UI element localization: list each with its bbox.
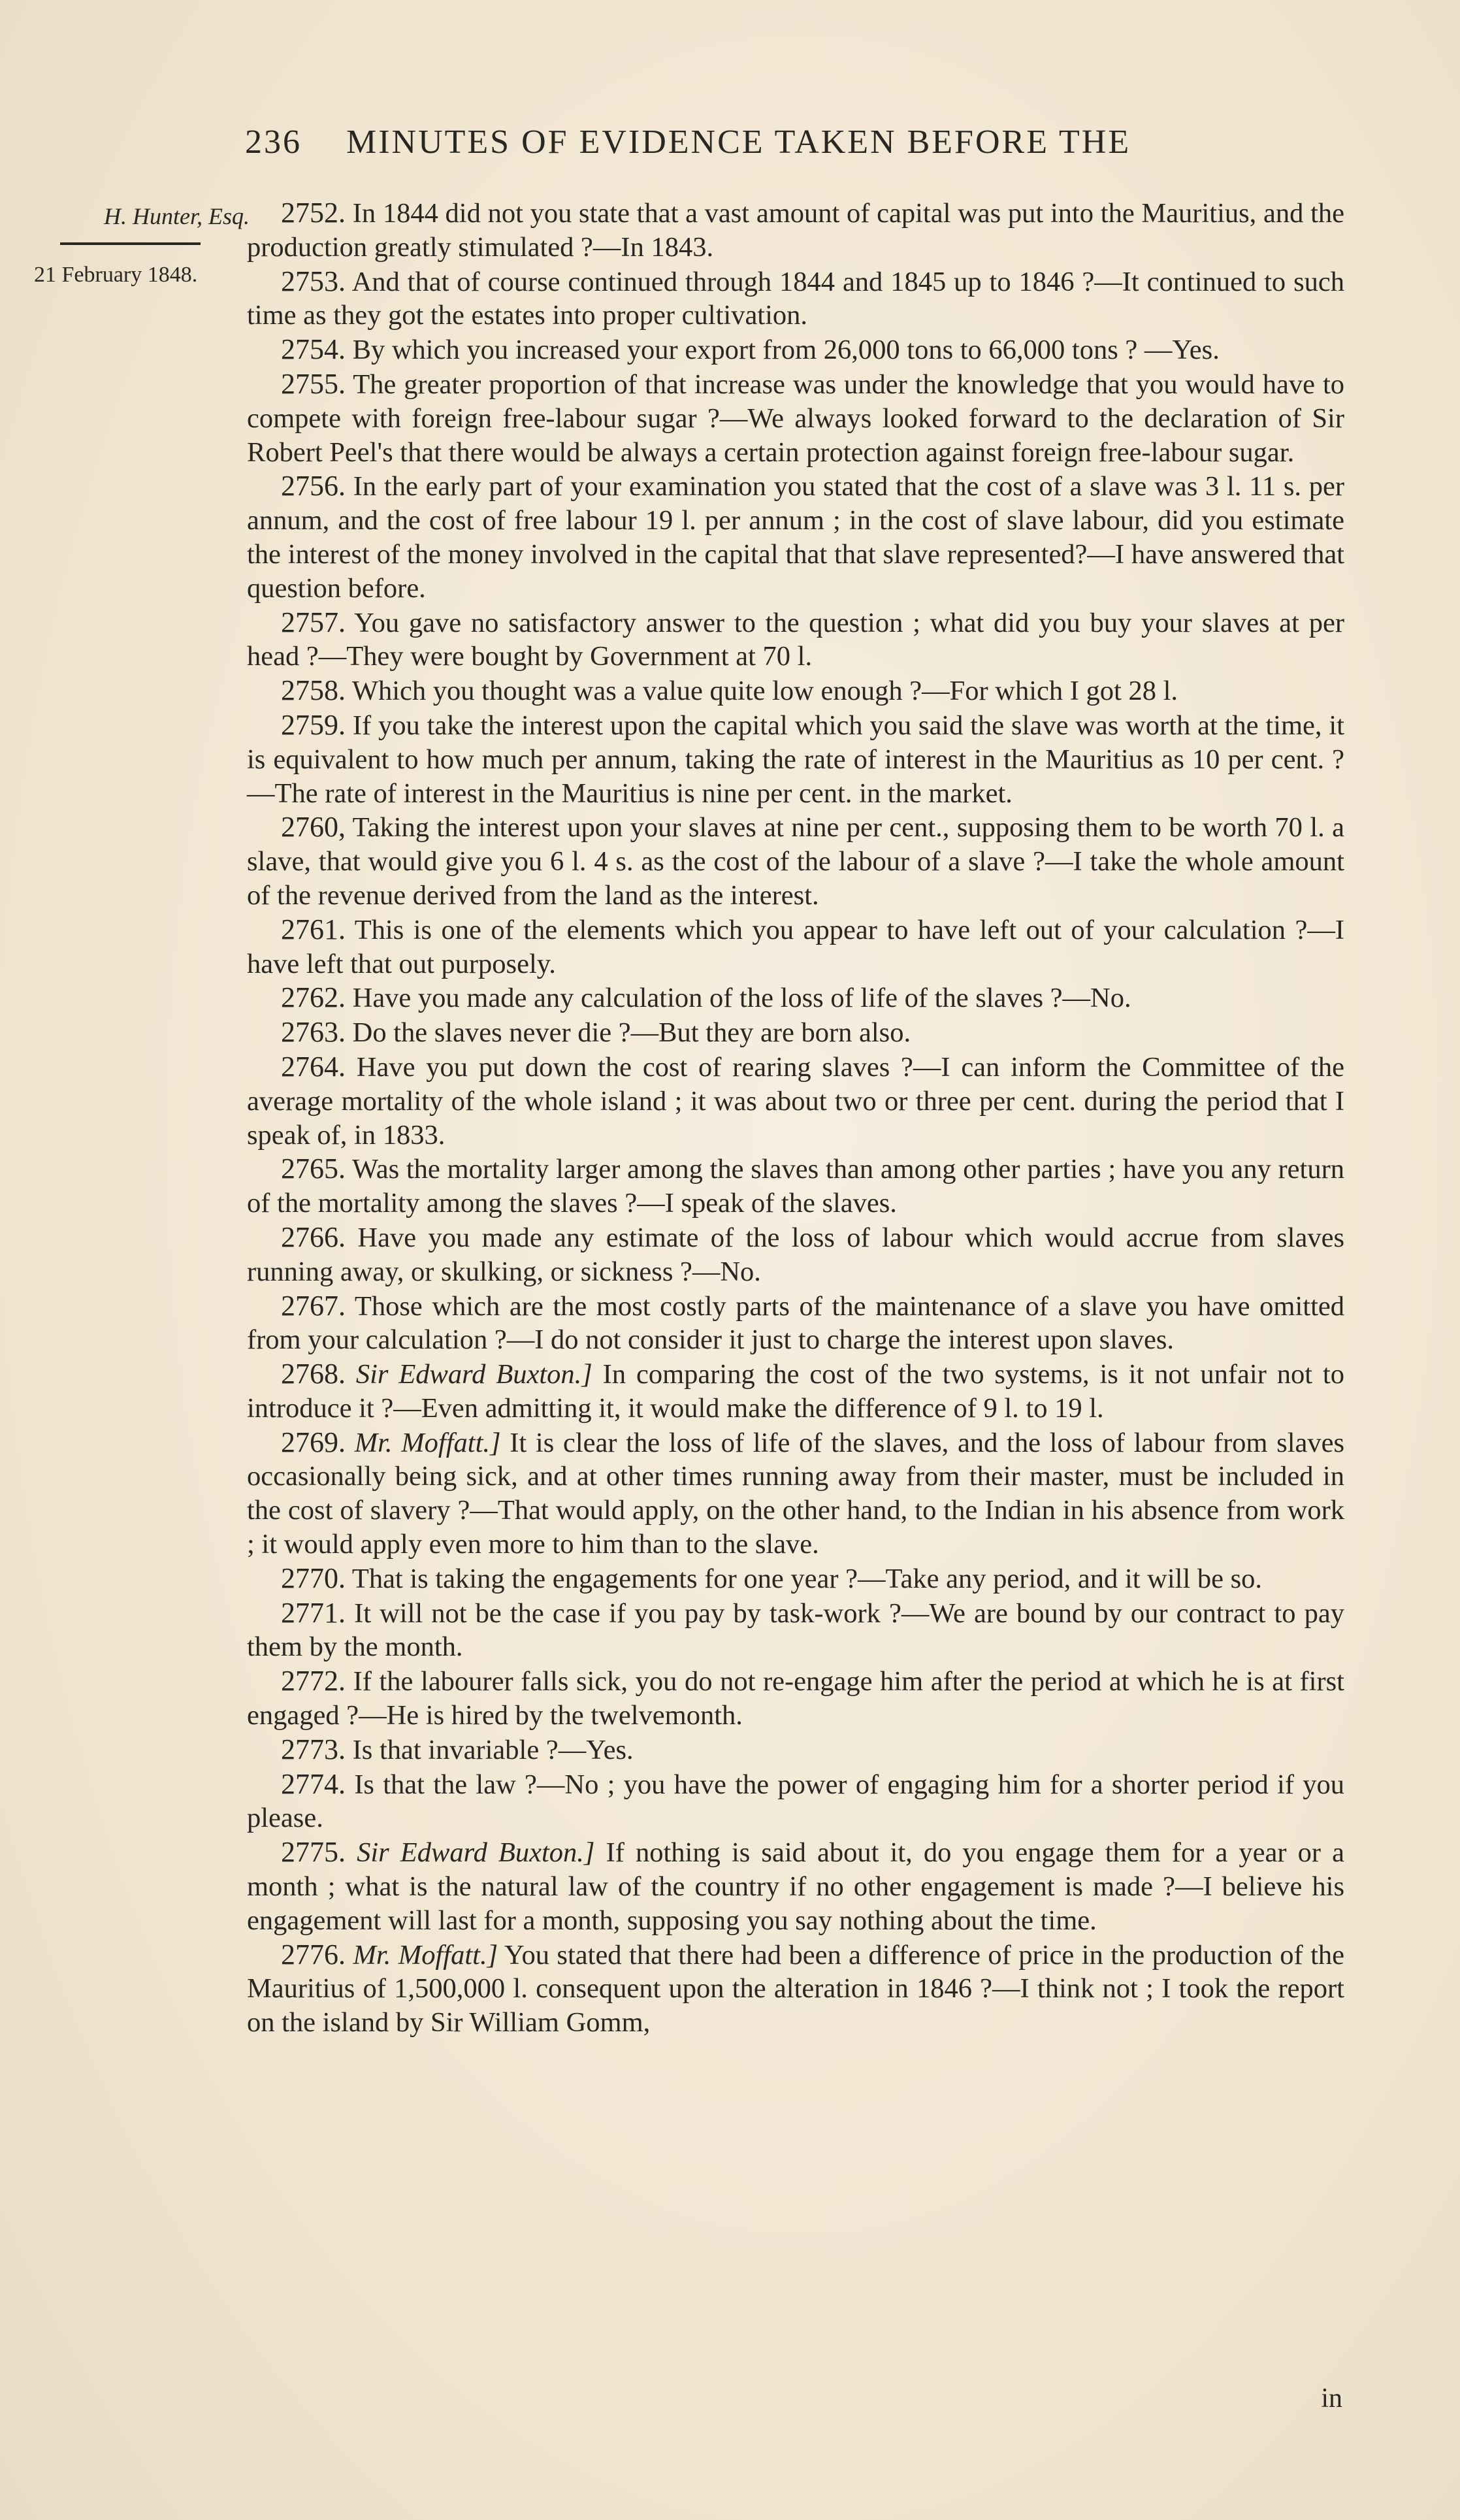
question-number: 2758. [281, 674, 346, 707]
question-number: 2754. [281, 333, 346, 366]
question-number: 2759. [281, 708, 346, 741]
evidence-text [247, 196, 1344, 2040]
question-paragraph [247, 333, 1344, 367]
question-text: Is that invariable ?—Yes. [352, 1734, 634, 1765]
question-number: 2773. [281, 1733, 346, 1765]
question-number: 2761. [281, 913, 346, 945]
question-text: Do the slaves never die ?—But they are born also. [352, 1017, 911, 1049]
question-paragraph [247, 1733, 1344, 1767]
question-paragraph [247, 913, 1344, 981]
question-number: 2771. [281, 1596, 346, 1629]
question-text: That is taking the engagements for one year ?—Take any period, and it will be so. [351, 1563, 1263, 1594]
running-title: MINUTES OF EVIDENCE TAKEN BEFORE THE [346, 123, 1131, 161]
question-text: You gave no satisfactory answer to the question ; what did you buy your slaves at per head ?—They were bought by Government at 70 l. [247, 607, 1344, 672]
question-paragraph [247, 1152, 1344, 1220]
question-number: 2768. [281, 1358, 346, 1390]
question-number: 2757. [281, 606, 346, 638]
question-paragraph [247, 1596, 1344, 1665]
question-number: 2756. [281, 470, 346, 502]
question-number: 2767. [281, 1289, 346, 1322]
question-paragraph [247, 1015, 1344, 1050]
question-paragraph [247, 1050, 1344, 1152]
witness-name-text: H. Hunter, Esq. [104, 203, 250, 229]
question-number: 2752. [281, 197, 346, 229]
question-paragraph [247, 708, 1344, 810]
question-paragraph [247, 1664, 1344, 1733]
question-text: Have you made any estimate of the loss of labour which would accrue from slaves running away, or skulking, or sickness ?—No. [247, 1222, 1344, 1287]
question-number: 2776. [281, 1938, 346, 1971]
question-paragraph [247, 981, 1344, 1015]
question-paragraph [247, 1767, 1344, 1836]
question-paragraph [247, 469, 1344, 605]
question-text: And that of course continued through 1844 and 1845 up to 1846 ?—It continued to such time as they got the estates into proper cultivation. [247, 266, 1344, 331]
question-number: 2775. [281, 1836, 346, 1869]
question-paragraph [247, 265, 1344, 333]
question-text: Have you made any calculation of the loss of life of the slaves ?—No. [352, 983, 1131, 1014]
speaker-name: Mr. Moffatt.] [354, 1427, 501, 1458]
page-number: 236 [245, 123, 302, 161]
question-text: In comparing the cost of the two systems, is it not unfair not to introduce it ?—Even admitting it, it would make the difference of 9 l. to 19 l. [247, 1359, 1344, 1424]
question-paragraph [247, 1289, 1344, 1358]
question-text: Those which are the most costly parts of the maintenance of a slave you have omitted from your calculation ?—I do not consider it just to charge the interest upon slaves. [247, 1290, 1344, 1356]
question-text: In the early part of your examination you stated that the cost of a slave was 3 l. 11 s. per annum, and the cost of free labour 19 l. per annum ; in the cost of slave labour, did you estimate the interest of the money involved in the capital that that slave represented?—I have answered that question before. [247, 471, 1345, 604]
question-paragraph [247, 367, 1344, 469]
question-text: It is clear the loss of life of the slaves, and the loss of labour from slaves occasionally being sick, and at other times running away from their master, must be included in the cost of slavery ?—That would apply, on the other hand, to the Indian in his absence from work ; it would apply even more to him than to the slave. [247, 1427, 1345, 1560]
question-text: Was the mortality larger among the slaves than among other parties ; have you any return of the mortality among the slaves ?—I speak of the slaves. [247, 1154, 1345, 1219]
question-paragraph [247, 606, 1344, 674]
catchword: in [1321, 2383, 1342, 2414]
question-paragraph [247, 196, 1344, 265]
question-text: Have you put down the cost of rearing slaves ?—I can inform the Committee of the average mortality of the whole island ; it was about two or three per cent. during the period that I speak of, in 1833. [247, 1051, 1345, 1151]
page-header [245, 123, 1421, 161]
question-paragraph [247, 1938, 1344, 2040]
question-paragraph [247, 674, 1344, 708]
question-text: By which you increased your export from 26,000 tons to 66,000 tons ? —Yes. [352, 335, 1220, 366]
question-paragraph [247, 1835, 1344, 1937]
question-number: 2760, [281, 811, 346, 843]
question-text: It will not be the case if you pay by task-work ?—We are bound by our contract to pay them by the month. [247, 1597, 1344, 1663]
question-number: 2755. [281, 367, 346, 400]
question-paragraph [247, 1426, 1344, 1562]
question-text: The greater proportion of that increase was under the knowledge that you would have to compete with foreign free-labour sugar ?—We always looked forward to the declaration of Sir Robert Peel's that there would be always a certain protection against foreign free-labour sugar. [247, 368, 1345, 468]
question-paragraph [247, 1562, 1344, 1596]
question-number: 2753. [281, 265, 346, 297]
hearing-date: 21 February 1848. [34, 263, 198, 287]
question-paragraph [247, 1220, 1344, 1289]
question-number: 2763. [281, 1016, 346, 1049]
question-text: In 1844 did not you state that a vast amount of capital was put into the Mauritius, and the production greatly stimulated ?—In 1843. [247, 198, 1345, 263]
question-text: Is that the law ?—No ; you have the power of engaging him for a shorter period if you please. [247, 1769, 1344, 1834]
question-number: 2766. [281, 1220, 346, 1253]
question-paragraph [247, 810, 1344, 912]
question-number: 2764. [281, 1050, 346, 1083]
question-number: 2769. [281, 1426, 346, 1458]
question-text: If the labourer falls sick, you do not re-engage him after the period at which he is at first engaged ?—He is hired by the twelvemonth. [247, 1666, 1344, 1731]
question-number: 2774. [281, 1767, 346, 1800]
margin-rule [60, 242, 201, 245]
question-number: 2765. [281, 1153, 346, 1185]
question-text: Which you thought was a value quite low enough ?—For which I got 28 l. [351, 676, 1178, 707]
margin-note [34, 199, 250, 292]
question-number: 2762. [281, 981, 346, 1014]
speaker-name: Sir Edward Buxton.] [355, 1359, 592, 1390]
speaker-name: Mr. Moffatt.] [353, 1939, 498, 1971]
question-number: 2770. [281, 1562, 346, 1594]
question-text: Taking the interest upon your slaves at nine per cent., supposing them to be worth 70 l. a slave, that would give you 6 l. 4 s. as the cost of the labour of a slave ?—I take the whole amount of the revenue derived from the land as the interest. [247, 812, 1345, 911]
question-text: You stated that there had been a difference of price in the production of the Mauritius of 1,500,000 l. consequent upon the alteration in 1846 ?—I think not ; I took the report on the island by Sir William Gomm, [247, 1939, 1345, 2038]
question-text: If nothing is said about it, do you engage them for a year or a month ; what is the natural law of the country if no other engagement is made ?—I believe his engagement will last for a month, supposing you say nothing about the time. [247, 1837, 1345, 1936]
question-text: This is one of the elements which you appear to have left out of your calculation ?—I have left that out purposely. [247, 914, 1344, 979]
witness-name [34, 199, 250, 233]
speaker-name: Sir Edward Buxton.] [357, 1837, 595, 1869]
question-text: If you take the interest upon the capital which you said the slave was worth at the time, it is equivalent to how much per annum, taking the rate of interest in the Mauritius as 10 per cent. ?—The rate of interest in the Mauritius is nine per cent. in the market. [247, 710, 1344, 809]
question-paragraph [247, 1357, 1344, 1426]
question-number: 2772. [281, 1665, 346, 1697]
